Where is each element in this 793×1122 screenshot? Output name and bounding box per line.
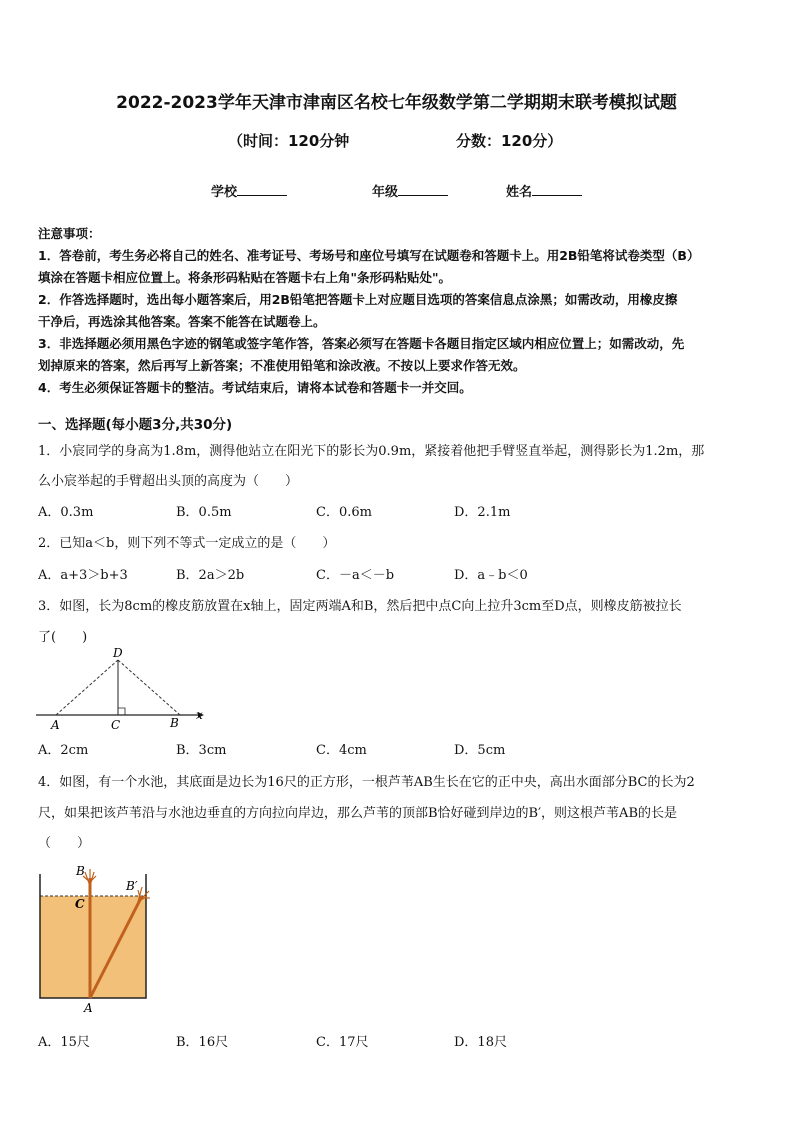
section-heading: 一、选择题(每小题3分,共30分) [38,417,233,433]
school-field: 学校 [211,181,287,200]
q1-stem-cont: 么小宸举起的手臂超出头顶的高度为（ ） [38,474,299,489]
notice-line: 3．非选择题必须用黑色字迹的钢笔或签字笔作答，答案必须写在答题卡各题目指定区域内相应位置上；如需改动，先 [38,336,685,351]
q2-option-d: D．a﹣b＜0 [454,568,528,583]
q4-option-b: B．16尺 [176,1035,229,1050]
label-c: C [75,897,85,911]
q1-option-a: A．0.3m [38,505,94,520]
q4-stem-cont2: （ ） [38,836,91,851]
reed-tip-icon [83,869,96,886]
label-c: C [111,718,121,732]
segment-ad [56,660,118,715]
right-angle-mark [118,708,125,715]
q2-option-a: A．a+3＞b+3 [38,568,128,583]
water-area [40,896,146,998]
q3-option-d: D．5cm [454,743,506,758]
q4-stem: 4．如图，有一个水池，其底面是边长为16尺的正方形，一根芦苇AB生长在它的正中央，高出水面部分BC的长为2 [38,775,695,790]
label-d: D [113,646,123,660]
notice-line: 干净后，再选涂其他答案。答案不能答在试题卷上。 [38,314,326,329]
q2-option-b: B．2a＞2b [176,568,245,583]
notice-line: 2．作答选择题时，选出每小题答案后，用2B铅笔把答题卡上对应题目选项的答案信息点涂黑；如需改动，用橡皮擦 [38,292,678,307]
q3-figure [36,645,216,735]
label-b: B [76,864,85,878]
q1-option-d: D．2.1m [454,505,511,520]
q1-stem: 1．小宸同学的身高为1.8m，测得他站立在阳光下的影长为0.9m，紧接着他把手臂竖直举起，测得影长为1.2m，那 [38,444,705,459]
q1-option-c: C．0.6m [316,505,372,520]
grade-field: 年级 [372,181,448,200]
q3-stem-cont: 了( ) [38,630,88,645]
page-title: 2022-2023学年天津市津南区名校七年级数学第二学期期末联考模拟试题 [116,93,677,113]
notice-line: 填涂在答题卡相应位置上。将条形码粘贴在答题卡右上角"条形码粘贴处"。 [38,270,452,285]
q2-stem: 2．已知a＜b，则下列不等式一定成立的是（ ） [38,536,336,551]
q2-option-c: C．－a＜－b [316,568,395,583]
q3-stem: 3．如图，长为8cm的橡皮筋放置在x轴上，固定两端A和B，然后把中点C向上拉升3cm至D点，则橡皮筋被拉长 [38,599,682,614]
q4-option-c: C．17尺 [316,1035,369,1050]
q4-option-a: A．15尺 [38,1035,90,1050]
q1-option-b: B．0.5m [176,505,232,520]
q4-stem-cont: 尺，如果把该芦苇沿与水池边垂直的方向拉向岸边，那么芦苇的顶部B恰好碰到岸边的B′，则这根芦苇AB的长是 [38,806,678,821]
q3-option-c: C．4cm [316,743,367,758]
q3-option-a: A．2cm [38,743,89,758]
notice-line: 1．答卷前，考生务必将自己的姓名、准考证号、考场号和座位号填写在试题卷和答题卡上。用2B铅笔将试卷类型（B） [38,248,700,263]
exam-score: 分数：120分） [456,132,563,150]
label-a: A [84,1001,93,1015]
notice-heading: 注意事项： [38,226,101,241]
label-b-prime: B′ [126,879,138,893]
label-b: B [170,716,179,730]
notice-line: 划掉原来的答案，然后再写上新答案；不准使用铅笔和涂改液。不按以上要求作答无效。 [38,358,526,373]
name-field: 姓名 [506,181,582,200]
exam-time: （时间：120分钟 [228,132,350,150]
notice-line: 4．考生必须保证答题卡的整洁。考试结束后，请将本试卷和答题卡一并交回。 [38,380,472,395]
q4-figure [34,860,164,1015]
label-a: A [51,718,60,732]
q4-option-d: D．18尺 [454,1035,507,1050]
segment-db [118,660,180,715]
label-x: x [196,708,203,722]
q3-option-b: B．3cm [176,743,227,758]
